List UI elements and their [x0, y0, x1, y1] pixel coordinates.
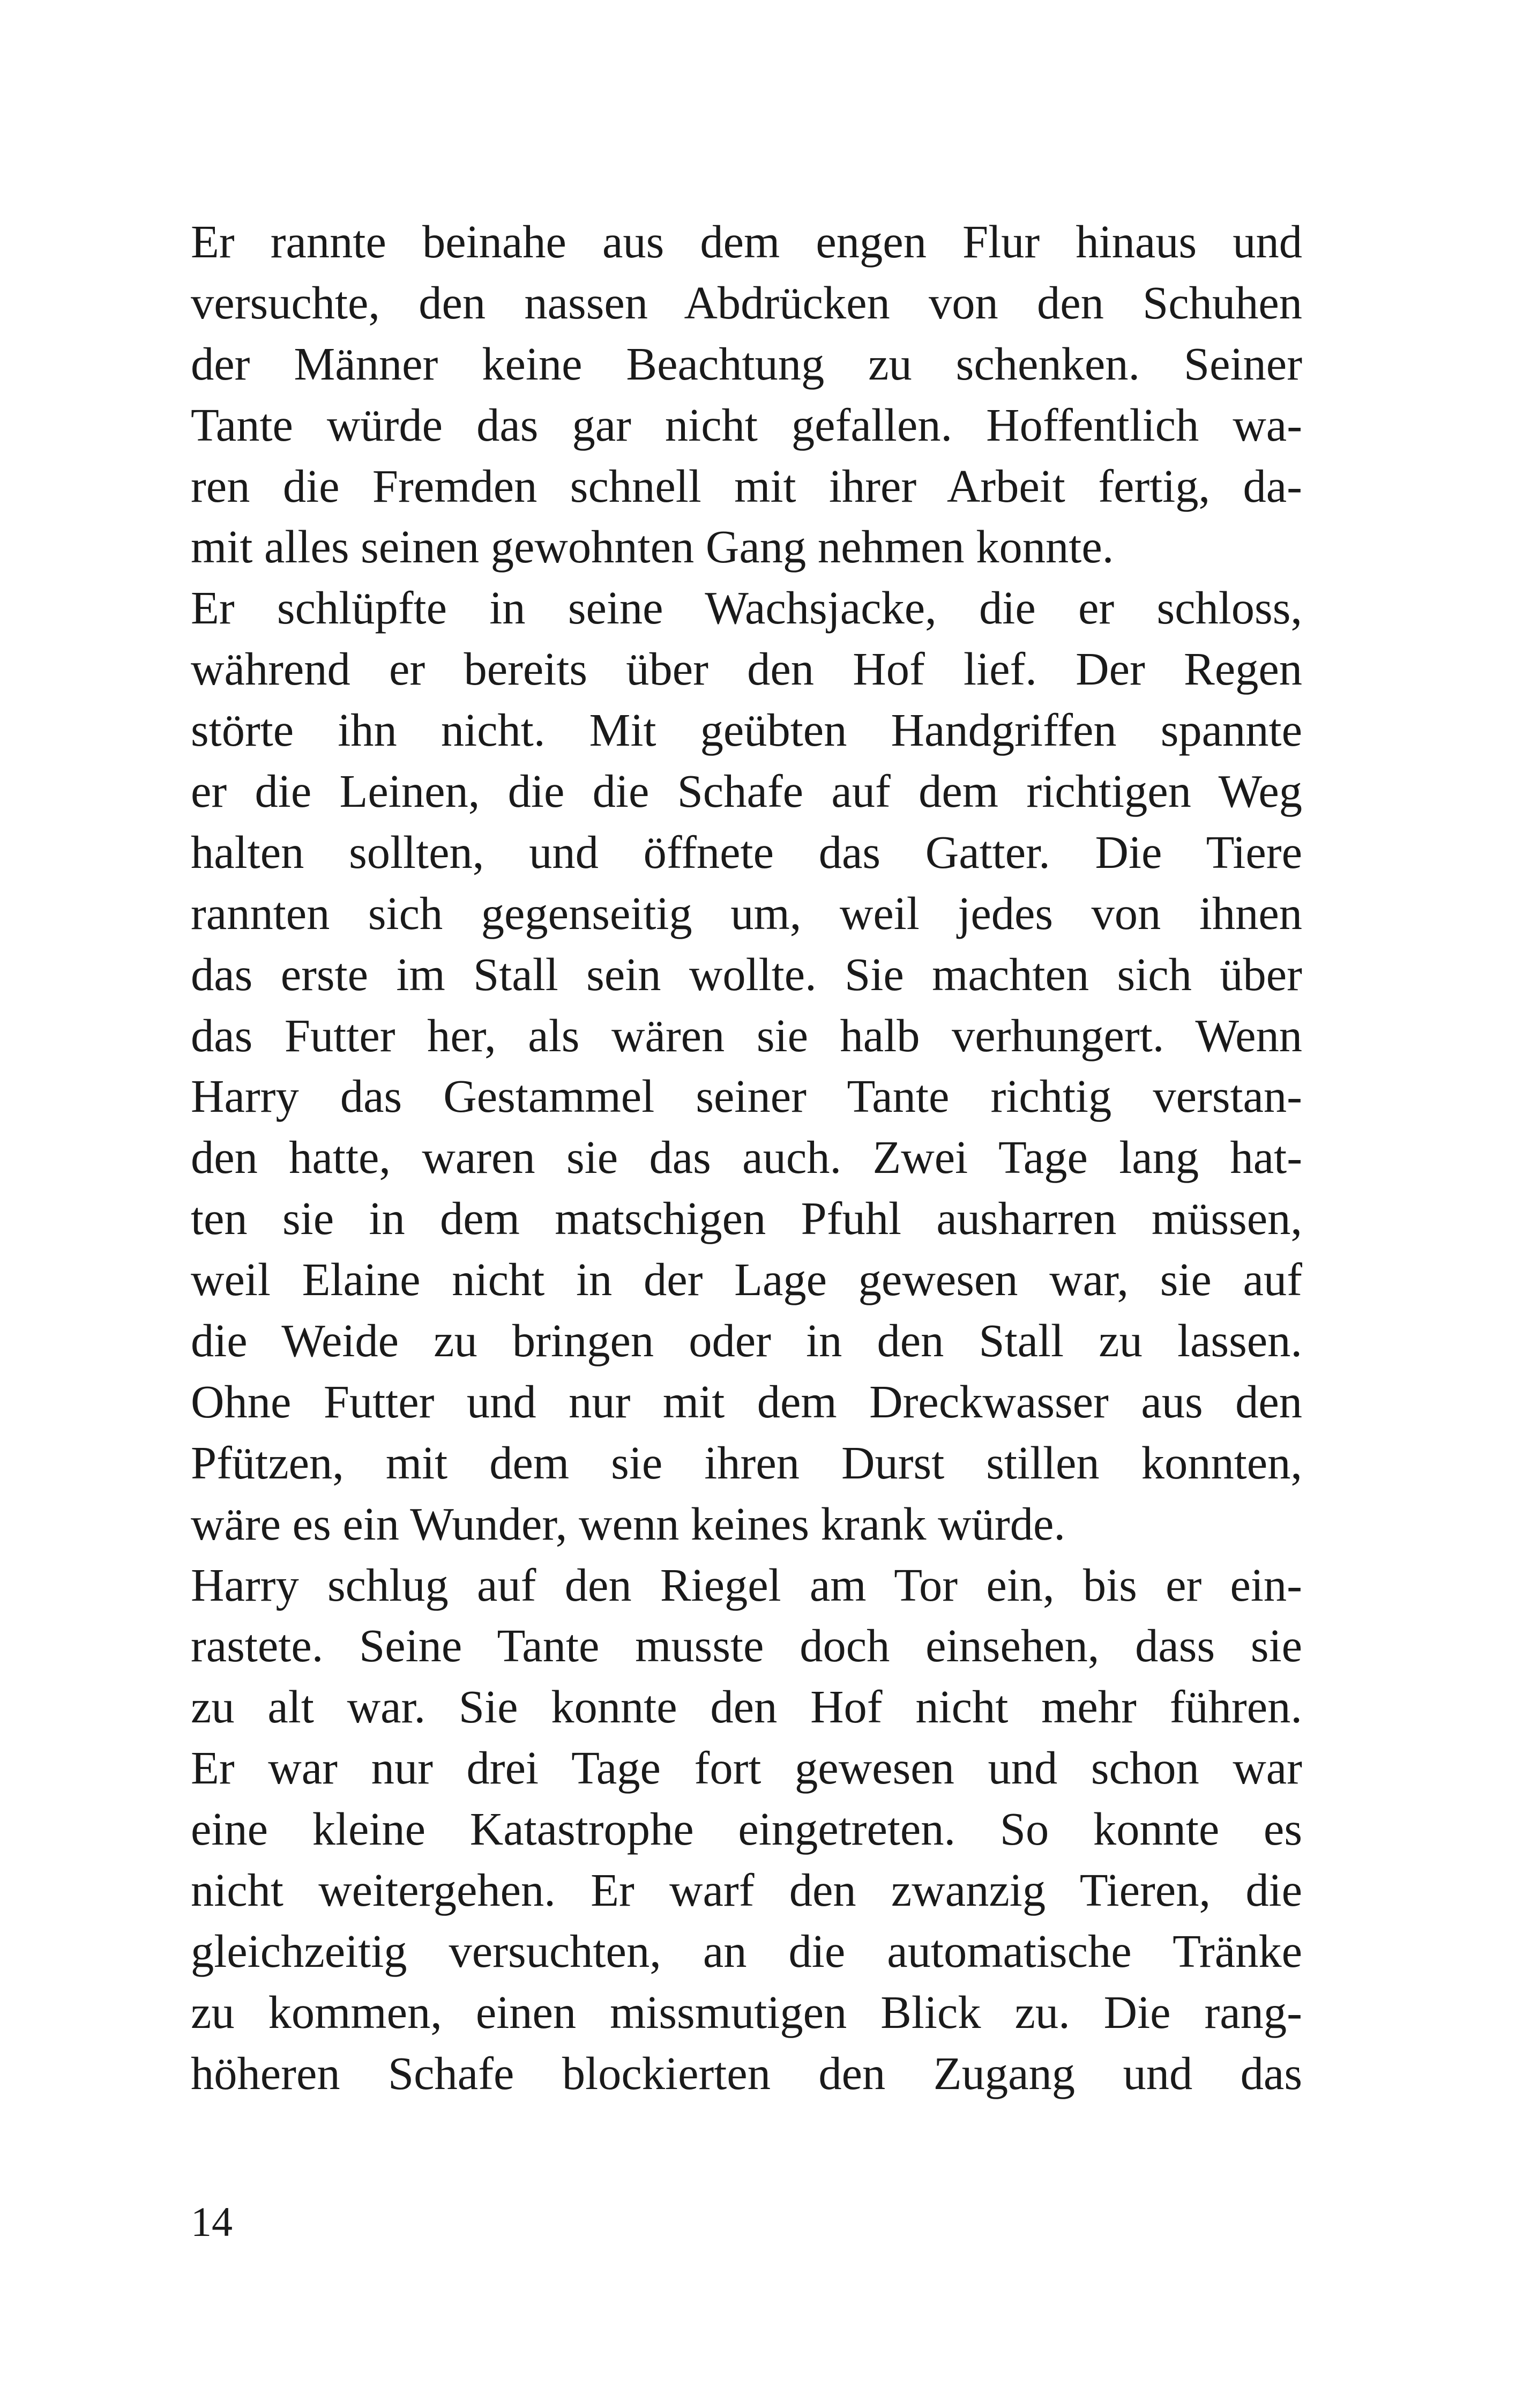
text-line: den hatte, waren sie das auch. Zwei Tage lang hat-	[191, 1132, 1302, 1184]
text-line: zu alt war. Sie konnte den Hof nicht mehr führen.	[191, 1681, 1302, 1733]
text-line: rannten sich gegenseitig um, weil jedes von ihnen	[191, 887, 1302, 939]
text-line: eine kleine Katastrophe eingetreten. So konnte es	[191, 1803, 1302, 1855]
text-line: ren die Fremden schnell mit ihrer Arbeit fertig, da-	[191, 460, 1302, 512]
text-line: Harry schlug auf den Riegel am Tor ein, bis er ein-	[191, 1559, 1302, 1611]
page-number: 14	[191, 2198, 233, 2245]
text-line: versuchte, den nassen Abdrücken von den Schuhen	[191, 277, 1302, 329]
text-line: Er schlüpfte in seine Wachsjacke, die er schloss,	[191, 582, 1302, 634]
text-line: der Männer keine Beachtung zu schenken. Seiner	[191, 338, 1302, 390]
text-line: gleichzeitig versuchten, an die automatische Tränke	[191, 1925, 1302, 1977]
text-line: ten sie in dem matschigen Pfuhl ausharren müssen,	[191, 1193, 1302, 1245]
text-line: rastete. Seine Tante musste doch einsehen, dass sie	[191, 1620, 1302, 1672]
text-line: während er bereits über den Hof lief. Der Regen	[191, 643, 1302, 695]
text-line: nicht weitergehen. Er warf den zwanzig Tieren, die	[191, 1864, 1302, 1916]
text-line: Tante würde das gar nicht gefallen. Hoffentlich wa-	[191, 399, 1302, 451]
text-line: Harry das Gestammel seiner Tante richtig verstan-	[191, 1071, 1302, 1123]
text-line: zu kommen, einen missmutigen Blick zu. Die rang-	[191, 1986, 1302, 2038]
text-line: halten sollten, und öffnete das Gatter. Die Tiere	[191, 826, 1302, 878]
text-line: höheren Schafe blockierten den Zugang und das	[191, 2047, 1302, 2099]
body-text	[191, 212, 1302, 2105]
text-line: Ohne Futter und nur mit dem Dreckwasser aus den	[191, 1376, 1302, 1428]
text-line: Er rannte beinahe aus dem engen Flur hinaus und	[191, 216, 1302, 267]
text-line: das Futter her, als wären sie halb verhungert. Wenn	[191, 1009, 1302, 1061]
text-line: Er war nur drei Tage fort gewesen und schon war	[191, 1742, 1302, 1794]
text-line: störte ihn nicht. Mit geübten Handgriffen spannte	[191, 704, 1302, 756]
text-line: das erste im Stall sein wollte. Sie machten sich über	[191, 948, 1302, 1000]
text-line: er die Leinen, die die Schafe auf dem richtigen Weg	[191, 765, 1302, 817]
text-line: mit alles seinen gewohnten Gang nehmen konnte.	[191, 521, 1114, 573]
text-line: die Weide zu bringen oder in den Stall zu lassen.	[191, 1315, 1302, 1367]
text-line: Pfützen, mit dem sie ihren Durst stillen konnten,	[191, 1437, 1302, 1489]
text-line: wäre es ein Wunder, wenn keines krank würde.	[191, 1498, 1065, 1550]
text-line: weil Elaine nicht in der Lage gewesen war, sie auf	[191, 1254, 1302, 1306]
